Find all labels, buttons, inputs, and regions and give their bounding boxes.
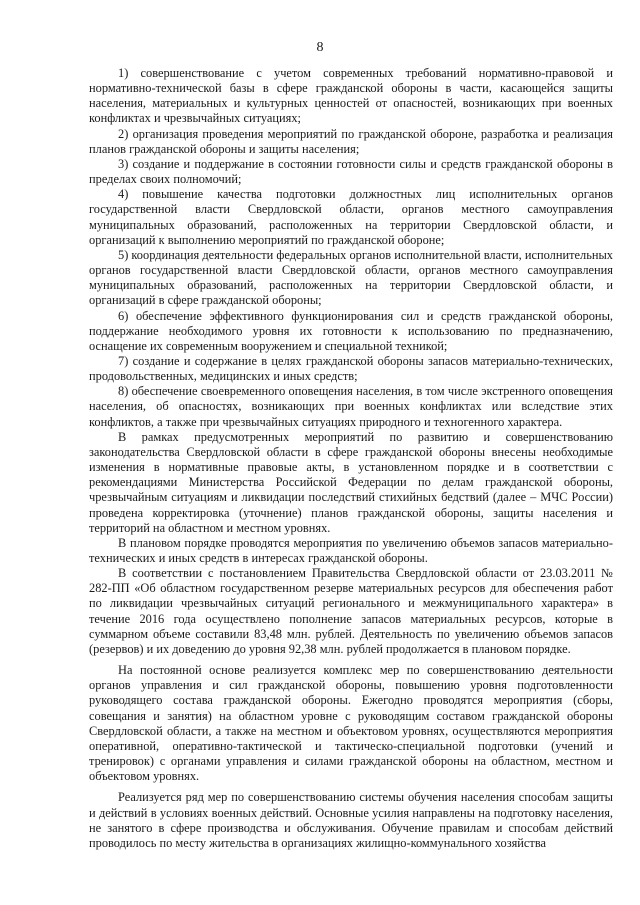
list-item-6: 6) обеспечение эффективного функционирования сил и средств гражданской обороны, поддержание необходимого уровня их готовности к использованию по предназначению, оснащение их современным вооружением и специальной техникой; [89,308,613,353]
list-item-8: 8) обеспечение своевременного оповещения населения, в том числе экстренного оповещения населения, об опасностях, возникающих при военных конфликтах или вследствие этих конфликтов, а также при чрезвычайных ситуациях природного и техногенного характера. [89,384,613,429]
list-item-1: 1) совершенствование с учетом современных требований нормативно-правовой и нормативно-технической базы в сфере гражданской обороны в части, касающейся защиты населения, материальных и культурных ценностей от опасностей, возникающих при военных конфликтах и чрезвычайных ситуациях; [89,66,613,126]
paragraph-reserves-planning: В плановом порядке проводятся мероприятия по увеличению объемов запасов материально-технических и иных средств в интересах гражданской обороны. [89,535,613,565]
document-body [89,66,613,851]
paragraph-management: На постоянной основе реализуется комплекс мер по совершенствованию деятельности органов управления и сил гражданской обороны, повышению уровня подготовленности руководящего состава гражданской обороны. Ежегодно проводятся мероприятия (сборы, совещания и занятия) на областном уровне с руководящим составом гражданской обороны Свердловской области, а также на местном и объектовом уровнях, осуществляются мероприятия оперативной, оперативно-тактической и тактическо-специальной подготовки (учений и тренировок) с органами управления и силами гражданской обороны на областном, местном и объектовом уровнях. [89,663,613,784]
list-item-5: 5) координация деятельности федеральных органов исполнительной власти, исполнительных органов государственной власти Свердловской области, органов местного самоуправления муниципальных образований, расположенных на территории Свердловской области, и организаций в сфере гражданской обороны; [89,247,613,308]
list-item-3: 3) создание и поддержание в состоянии готовности силы и средств гражданской обороны в пределах своих полномочий; [89,156,613,187]
paragraph-legislation: В рамках предусмотренных мероприятий по развитию и совершенствованию законодательства Свердловской области в сфере гражданской обороны внесены необходимые изменения в нормативные правовые акты, в установленном порядке и в соответствии с рекомендациями Министерства Российской Федерации по делам гражданской обороны, чрезвычайным ситуациям и ликвидации последствий стихийных бедствий (далее – МЧС России) проведена корректировка (уточнение) планов гражданской обороны, защиты населения и территорий на областном и местном уровнях. [89,429,613,535]
list-item-7: 7) создание и содержание в целях гражданской обороны запасов материально-технических, продовольственных, медицинских и иных средств; [89,353,613,384]
paragraph-resolution: В соответствии с постановлением Правительства Свердловской области от 23.03.2011 № 282-ПП «Об областном государственном резерве материальных ресурсов для обеспечения работ по ликвидации чрезвычайных ситуаций регионального и межмуниципального характера» в течение 2016 года осуществлено пополнение запасов материальных ресурсов, которые в суммарном объеме составили 83,48 млн. рублей. Деятельность по увеличению объемов запасов (резервов) и их доведению до уровня 92,38 млн. рублей продолжается в плановом порядке. [89,566,613,656]
list-item-4: 4) повышение качества подготовки должностных лиц исполнительных органов государственной власти Свердловской области, органов местного самоуправления муниципальных образований, расположенных на территории Свердловской области, и организаций к выполнению мероприятий по гражданской обороне; [89,187,613,247]
list-item-2: 2) организация проведения мероприятий по гражданской обороне, разработка и реализация планов гражданской обороны и защиты населения; [89,126,613,156]
page-number: 8 [316,40,324,55]
paragraph-training: Реализуется ряд мер по совершенствованию системы обучения населения способам защиты и действий в условиях военных действий. Основные усилия направлены на подготовку населения, не занятого в сфере производства и обслуживания. Обучение правилам и способам действий проводилось по месту жительства в организациях жилищно-коммунального хозяйства [89,790,613,850]
